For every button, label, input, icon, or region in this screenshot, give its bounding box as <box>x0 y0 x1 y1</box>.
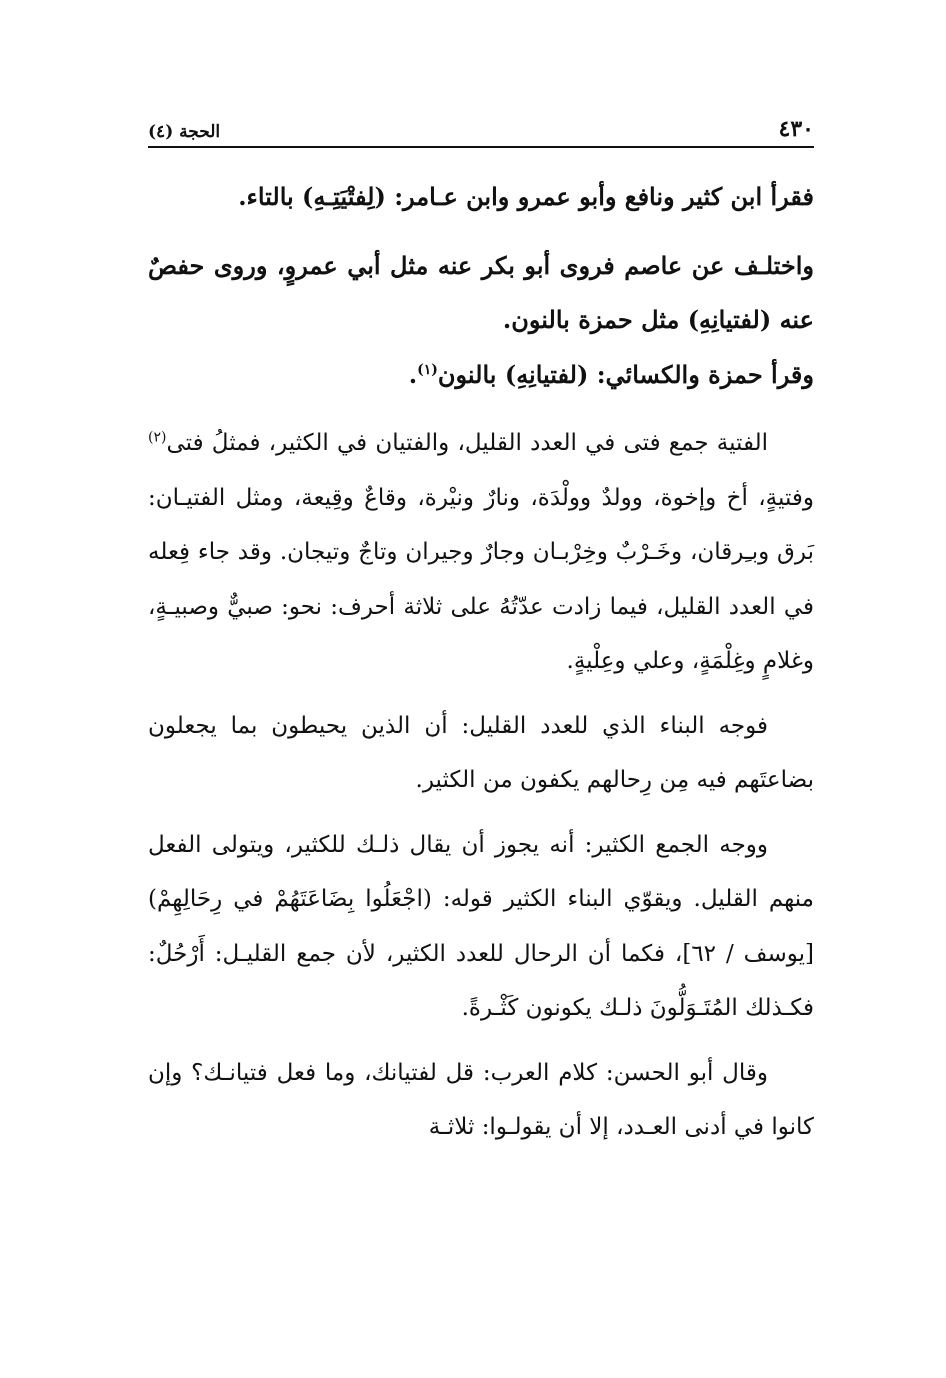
running-header <box>148 106 814 148</box>
paragraph-3-text: وقرأ حمزة والكسائي: (لفتيانِهِ) بالنون <box>437 359 814 389</box>
paragraph-6: ووجه الجمع الكثير: أنه يجوز أن يقال ذلـك للكثير، ويتولى الفعل منهم القليل. ويقوّي البناء الكثير قوله: (اجْعَلُوا بِضَاعَتَهُمْ في رِحَالِهِمْ) [يوسف / ٦٢]، فكما أن الرحال للعدد الكثير، لأن جمع القليـل: أَرْحُلٌ: فكـذلك المُتَـوَلُّونَ ذلـك يكونون كَثْـرةً. <box>148 831 814 1021</box>
paragraph-3 <box>148 348 814 403</box>
page-number: ٤٣٠ <box>778 116 814 142</box>
footnote-marker-1[interactable]: (١) <box>417 361 438 378</box>
paragraph-5: فوجه البناء الذي للعدد القليل: أن الذين يحيطون بما يجعلون بضاعتَهم فيه مِن رِحالهم يكفون من الكثير. <box>148 712 814 793</box>
paragraph-7: وقال أبو الحسن: كلام العرب: قل لفتيانك، وما فعل فتيانـك؟ وإن كانوا في أدنى العـدد، إلا أن يقولـوا: ثلاثـة <box>148 1059 814 1140</box>
body-text <box>148 170 814 1155</box>
paragraph-4 <box>148 416 814 689</box>
paragraph-3-end: . <box>408 359 418 389</box>
paragraph-4-text-a: الفتية جمع فتى في العدد القليل، والفتيان في الكثير، فمثلُ فتى <box>166 430 768 456</box>
paragraph-4-text-b: وفتيةٍ، أخ وإخوة، وولدٌ وولْدَة، ونارٌ ونيْرة، وقاعٌ وقِيعة، ومثل الفتيـان: بَرق وبـِرقان، وخَـرْبٌ وخِرْبـان وجارٌ وجيران وتاجٌ وتيجان. وقد جاء فِعله في العدد القليل، فيما زادت عدّتُهُ على ثلاثة أحرف: نحو: صبيٌّ وصبيـةٍ، وغلامٍ وغِلْمَةٍ، وعلي وعِلْيةٍ. <box>148 484 814 674</box>
paragraph-2: واختلـف عن عاصم فروى أبو بكر عنه مثل أبي عمروٍ، وروى حفصٌ عنه (لفتيانِهِ) مثل حمزة بالنون. <box>148 250 814 334</box>
paragraph-1: فقرأ ابن كثير ونافع وأبو عمرو وابن عـامر: (لِفتْيَتِـهِ) بالتاء. <box>238 182 814 211</box>
footnote-marker-2[interactable]: (٢) <box>148 429 167 446</box>
book-title: الحجة (٤) <box>148 122 221 142</box>
